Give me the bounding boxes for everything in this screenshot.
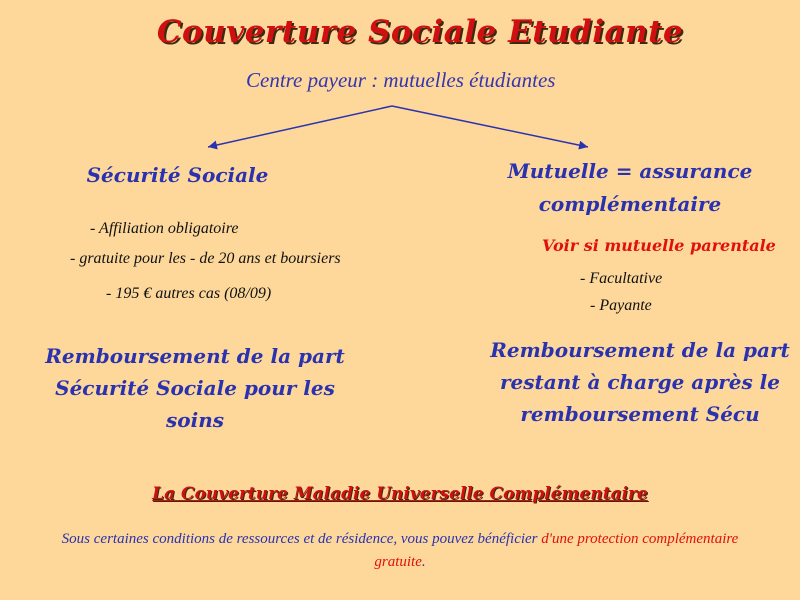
left-heading: Sécurité Sociale xyxy=(86,163,269,187)
cmu-text xyxy=(40,528,760,574)
left-remb-line-1: Remboursement de la part xyxy=(45,344,345,368)
left-remboursement xyxy=(20,340,370,436)
right-remb-line-1: Remboursement de la part xyxy=(490,338,790,362)
left-remb-line-2: Sécurité Sociale pour les xyxy=(55,376,335,400)
left-item-2: - gratuite pour les - de 20 ans et boursiers xyxy=(70,250,341,267)
arrow-right xyxy=(392,106,588,147)
right-remb-line-2: restant à charge après le xyxy=(499,370,781,394)
cmu-text-blue: Sous certaines conditions de ressources et de résidence, vous pouvez bénéficier xyxy=(61,531,538,547)
cmu-text-red: d'une protection complémentaire gratuite xyxy=(374,531,739,570)
right-remb-line-3: remboursement Sécu xyxy=(520,402,760,426)
right-item-1: - Facultative xyxy=(580,270,663,287)
left-item-1: - Affiliation obligatoire xyxy=(90,220,239,237)
left-remb-line-3: soins xyxy=(166,408,224,432)
cmu-text-end: . xyxy=(421,554,426,570)
cmu-title: La Couverture Maladie Universelle Complémentaire xyxy=(152,484,648,504)
left-item-3: - 195 € autres cas (08/09) xyxy=(106,285,272,302)
page-title: Couverture Sociale Etudiante xyxy=(156,14,684,50)
right-note: Voir si mutuelle parentale xyxy=(542,236,776,255)
right-item-2: - Payante xyxy=(590,297,652,314)
right-heading xyxy=(490,155,770,221)
subtitle: Centre payeur : mutuelles étudiantes xyxy=(246,68,556,92)
right-heading-line-1: Mutuelle = assurance xyxy=(507,159,753,183)
right-remboursement xyxy=(470,334,800,430)
arrow-left xyxy=(208,106,392,147)
right-heading-line-2: complémentaire xyxy=(538,192,722,216)
